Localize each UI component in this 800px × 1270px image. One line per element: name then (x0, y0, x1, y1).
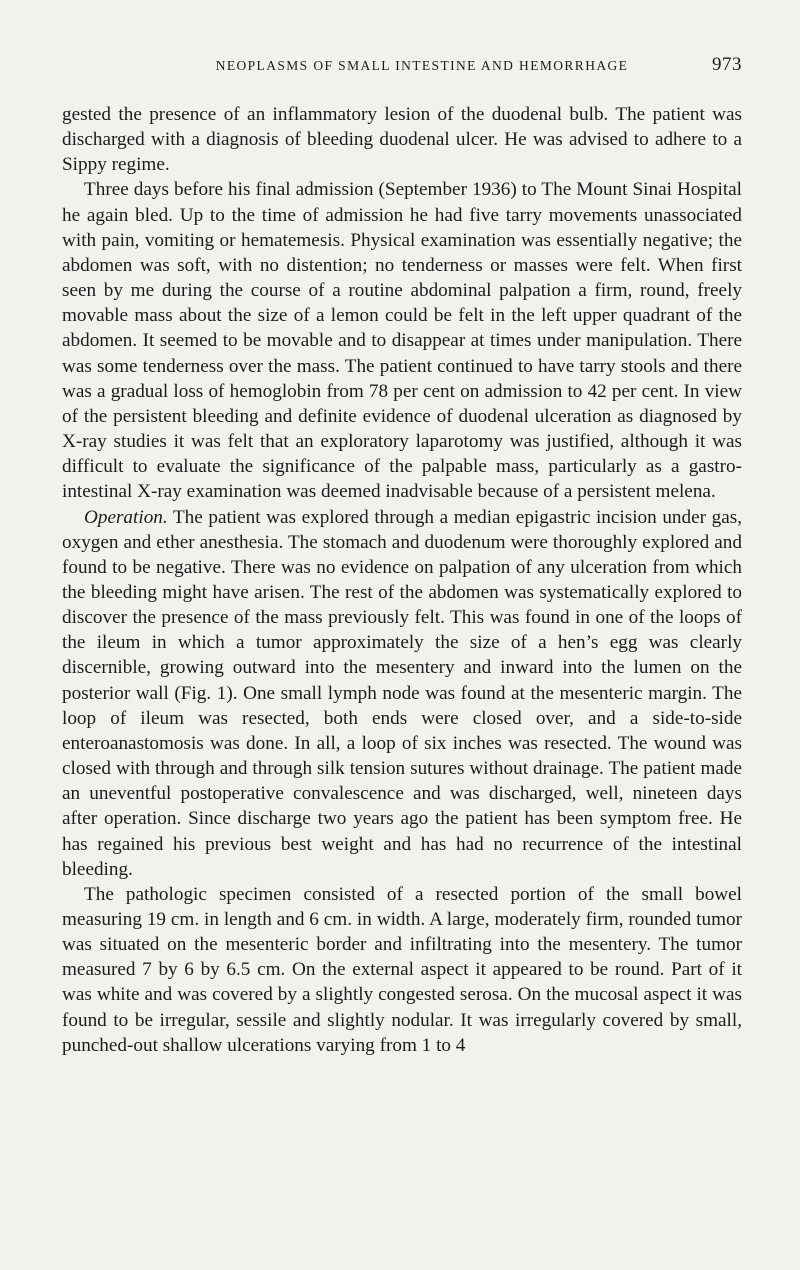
body-text (62, 102, 742, 1058)
paragraph-operation (62, 505, 742, 882)
paragraph-pathologic-specimen: The pathologic specimen consisted of a resected portion of the small bowel measuring 19 cm. in length and 6 cm. in width. A large, moderately firm, rounded tumor was situated on the mesenteric border and infiltrating into the mesentery. The tumor measured 7 by 6 by 6.5 cm. On the external aspect it appeared to be round. Part of it was white and was covered by a slightly congested serosa. On the mucosal aspect it was found to be irregular, sessile and slightly nodular. It was irregularly covered by small, punched-out shallow ulcerations varying from 1 to 4 (62, 883, 742, 1056)
page-number: 973 (712, 54, 742, 75)
running-head (62, 54, 742, 84)
operation-label: Operation. (84, 506, 168, 528)
paragraph-continuation: gested the presence of an inflammatory lesion of the duodenal bulb. The patient was discharged with a diagnosis of bleeding duodenal ulcer. He was advised to adhere to a Sippy regime. (62, 104, 742, 176)
operation-text: The patient was explored through a median epigastric incision under gas, oxygen and ether anesthesia. The stomach and duodenum were thoroughly explored and found to be negative. There was no evidence on palpation of any ulceration from which the bleeding might have arisen. The rest of the abdomen was systematically explored to discover the presence of the mass previously felt. This was found in one of the loops of the ileum in which a tumor approximately the size of a hen’s egg was clearly discernible, growing outward into the mesentery and inward into the lumen on the posterior wall (Fig. 1). One small lymph node was found at the mesenteric margin. The loop of ileum was resected, both ends were closed over, and a side-to-side enteroanastomosis was done. In all, a loop of six inches was resected. The wound was closed with through and through silk tension sutures without drainage. The patient made an uneventful postoperative convalescence and was discharged, well, nineteen days after operation. Since discharge two years ago the patient has been symptom free. He has regained his previous best weight and has had no recurrence of the intestinal bleeding. (62, 506, 742, 880)
running-title: NEOPLASMS OF SMALL INTESTINE AND HEMORRHAGE (215, 58, 629, 73)
paragraph-final-admission: Three days before his final admission (September 1936) to The Mount Sinai Hospital he again bled. Up to the time of admission he had five tarry movements unassociated with pain, vomiting or hematemesis. Physical examination was essentially negative; the abdomen was soft, with no distention; no tenderness or masses were felt. When first seen by me during the course of a routine abdominal palpation a firm, round, freely movable mass about the size of a lemon could be felt in the left upper quadrant of the abdomen. It seemed to be movable and to disappear at times under manipulation. There was some tenderness over the mass. The patient continued to have tarry stools and there was a gradual loss of hemoglobin from 78 per cent on admission to 42 per cent. In view of the persistent bleeding and definite evidence of duodenal ulceration as diagnosed by X-ray studies it was felt that an exploratory laparotomy was justified, although it was difficult to evaluate the significance of the palpable mass, particularly as a gastro-intestinal X-ray examination was deemed inadvisable because of a persistent melena. (62, 179, 742, 503)
